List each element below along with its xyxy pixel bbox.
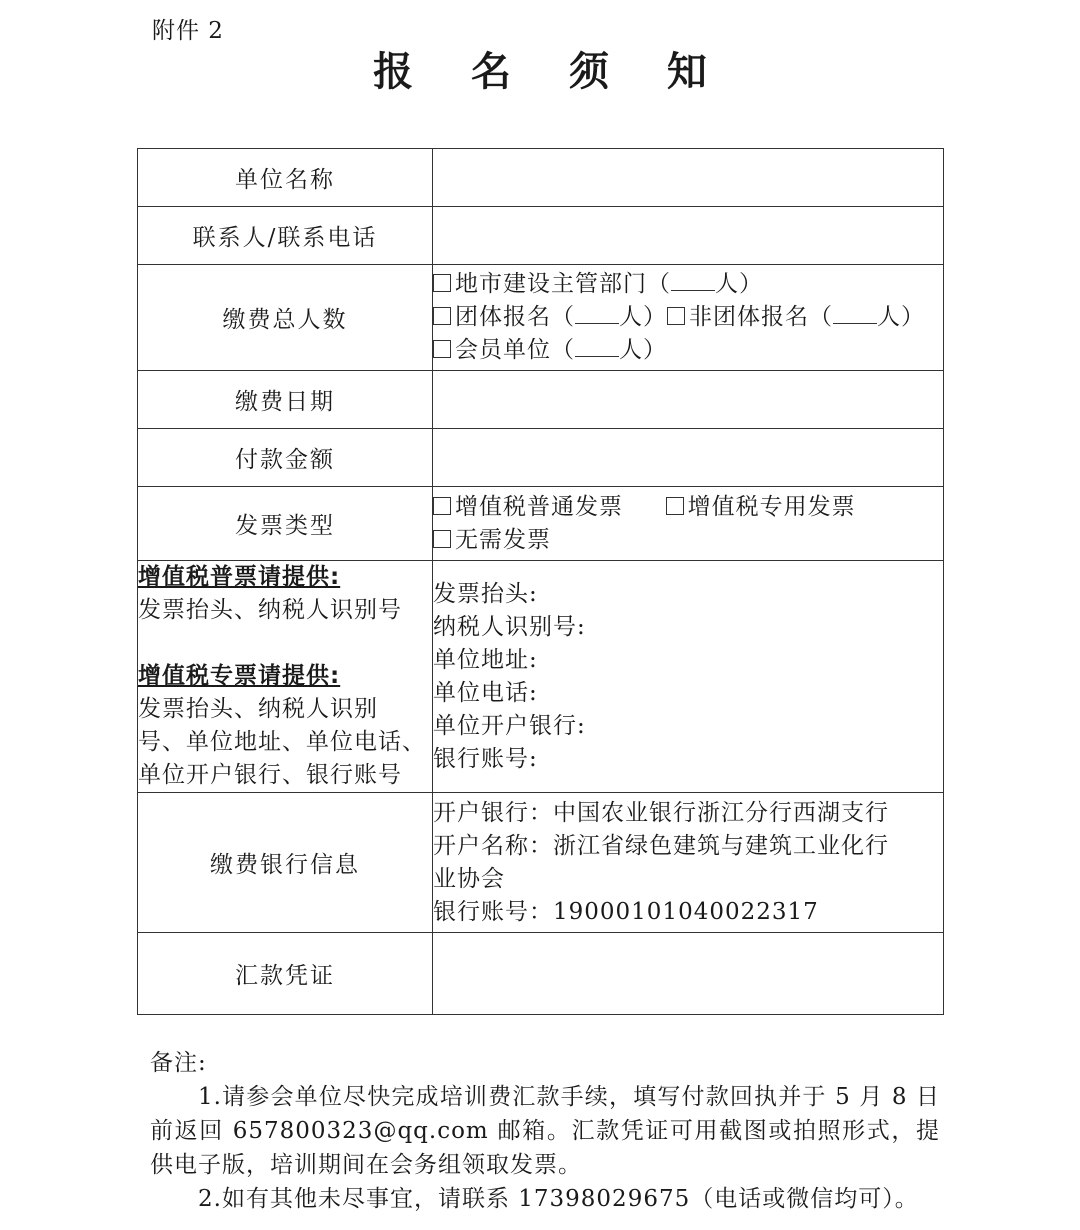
blank-field[interactable]: [671, 270, 715, 291]
taxpayer-id-field: 纳税人识别号:: [433, 613, 586, 640]
blank-field[interactable]: [575, 303, 619, 324]
table-row: [138, 793, 944, 933]
special-invoice-body: 号、单位地址、单位电话、: [138, 729, 426, 755]
remittance-field[interactable]: [433, 933, 944, 1015]
option-member: 会员单位（: [455, 337, 575, 363]
table-row: [138, 265, 944, 371]
table-row: [138, 487, 944, 561]
table-row: [138, 149, 944, 207]
headcount-label: 缴费总人数: [138, 265, 433, 371]
unit-phone-field: 单位电话:: [433, 679, 538, 706]
note-item-2: 2.如有其他未尽事宜，请联系 17398029675（电话或微信均可）。: [198, 1186, 919, 1212]
special-invoice-body: 单位开户银行、银行账号: [138, 762, 402, 788]
invoice-header-field: 发票抬头:: [433, 580, 538, 607]
unit-bank-field: 单位开户银行:: [433, 712, 586, 739]
account-number: 银行账号：19000101040022317: [433, 898, 819, 925]
blank-field[interactable]: [833, 303, 877, 324]
table-row: [138, 371, 944, 429]
option-group: 团体报名（: [455, 304, 575, 330]
account-name-cont: 业协会: [433, 865, 505, 892]
pay-date-field[interactable]: [433, 371, 944, 429]
amount-field[interactable]: [433, 429, 944, 487]
page-title: 报 名 须 知: [373, 49, 729, 95]
note-item-1: 1.请参会单位尽快完成培训费汇款手续，填写付款回执并于 5 月 8 日前返回 657800323@qq.com 邮箱。汇款凭证可用截图或拍照形式，提供电子版，培训期间在会务组领取发票。: [150, 1084, 940, 1178]
special-invoice-body: 发票抬头、纳税人识别: [138, 696, 378, 722]
registration-form-table: [137, 148, 944, 1015]
normal-invoice-heading: 增值税普票请提供:: [138, 564, 341, 590]
bank-account-field: 银行账号:: [433, 745, 538, 772]
checkbox-icon[interactable]: [433, 530, 451, 548]
notes-section: [150, 1046, 940, 1216]
option-suffix: 人）: [619, 304, 667, 330]
bank-info-value: [433, 793, 944, 933]
unit-name-label: 单位名称: [138, 149, 433, 207]
checkbox-icon[interactable]: [433, 274, 451, 292]
contact-field[interactable]: [433, 207, 944, 265]
bank-info-label: 缴费银行信息: [138, 793, 433, 933]
checkbox-icon[interactable]: [666, 497, 684, 515]
option-city-authority: 地市建设主管部门（: [455, 271, 671, 297]
option-vat-normal: 增值税普通发票: [455, 493, 623, 520]
bank-name: 开户银行：中国农业银行浙江分行西湖支行: [433, 799, 889, 826]
option-suffix: 人）: [619, 337, 667, 363]
checkbox-icon[interactable]: [433, 340, 451, 358]
blank-field[interactable]: [575, 336, 619, 357]
option-non-group: 非团体报名（: [689, 304, 833, 330]
invoice-type-options: [433, 487, 944, 561]
unit-name-field[interactable]: [433, 149, 944, 207]
invoice-fields[interactable]: [433, 561, 944, 793]
invoice-requirements: [138, 561, 433, 793]
checkbox-icon[interactable]: [667, 307, 685, 325]
table-row: [138, 561, 944, 793]
checkbox-icon[interactable]: [433, 497, 451, 515]
unit-address-field: 单位地址:: [433, 646, 538, 673]
option-no-invoice: 无需发票: [455, 526, 551, 553]
table-row: [138, 207, 944, 265]
invoice-type-label: 发票类型: [138, 487, 433, 561]
option-vat-special: 增值税专用发票: [687, 493, 856, 520]
notes-title: 备注:: [150, 1050, 207, 1076]
account-name: 开户名称：浙江省绿色建筑与建筑工业化行: [433, 832, 889, 859]
normal-invoice-body: 发票抬头、纳税人识别号: [138, 597, 402, 623]
option-suffix: 人）: [715, 271, 763, 297]
option-suffix: 人）: [877, 304, 925, 330]
table-row: [138, 933, 944, 1015]
remittance-label: 汇款凭证: [138, 933, 433, 1015]
amount-label: 付款金额: [138, 429, 433, 487]
checkbox-icon[interactable]: [433, 307, 451, 325]
special-invoice-heading: 增值税专票请提供:: [138, 663, 341, 689]
annex-label: 附件 2: [152, 18, 224, 44]
headcount-options: [433, 265, 944, 371]
table-row: [138, 429, 944, 487]
pay-date-label: 缴费日期: [138, 371, 433, 429]
contact-label: 联系人/联系电话: [138, 207, 433, 265]
